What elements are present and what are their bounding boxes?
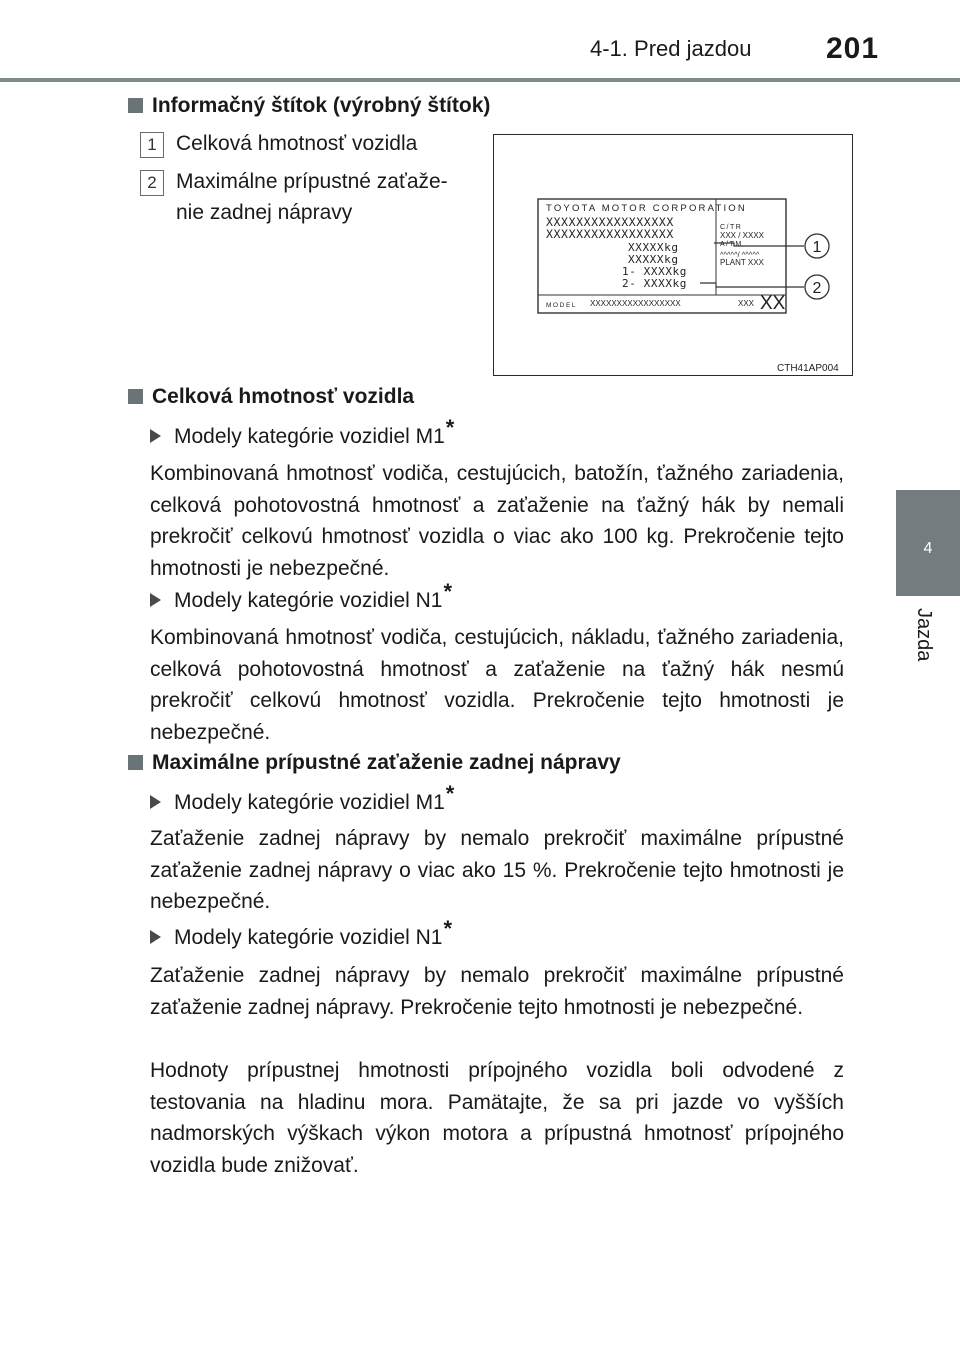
subheading-n1-axle [150, 916, 453, 950]
plate-axle-2: 2- XXXXkg [622, 277, 688, 290]
plate-model-big: XX [760, 293, 786, 314]
callout-number-badge: 1 [140, 132, 164, 158]
paragraph-m1-axle: Zaťaženie zadnej nápravy by nemalo prekročiť maximálne prípustné zaťaženie zadnej nápravy o viac ako 15 %. Prekročenie tejto hmotnosti je nebezpečné. [150, 827, 844, 913]
info-label-illustration [494, 135, 852, 375]
plate-plant: PLANT XXX [720, 258, 764, 267]
section-title: 4-1. Pred jazdou [590, 36, 752, 61]
subheading-text: Modely kategórie vozidiel N1 [174, 926, 443, 949]
asterisk-note: * [445, 415, 455, 440]
plate-vin-2: XXXXXXXXXXXXXXXXX [546, 227, 674, 241]
legend-item-1 [140, 132, 164, 158]
plate-vin-1: XXXXXXXXXXXXXXXXX [546, 215, 674, 229]
page-number: 201 [826, 32, 880, 65]
chapter-label: Jazda [913, 608, 935, 662]
heading-text: Maximálne prípustné zaťaženie zadnej nápravy [152, 751, 621, 774]
info-label-figure [493, 134, 853, 376]
asterisk-note: * [445, 781, 455, 806]
subheading-text: Modely kategórie vozidiel M1 [174, 791, 445, 814]
plate-weight-1: XXXXXkg [628, 241, 679, 254]
callout-number-2: 2 [812, 280, 822, 297]
plate-model-label: MODEL [546, 302, 578, 309]
asterisk-note: * [443, 579, 453, 604]
paragraph-trailer-note: Hodnoty prípustnej hmotnosti prípojného vozidla boli odvodené z testovania na hladinu mora. Pamätajte, že sa pri jazde vo vyšších nadmorských výškach výkon motora a prípustná hmotnosť prípojného vozidla bude znižovať. [150, 1059, 844, 1177]
heading-rear-axle [128, 751, 621, 775]
triangle-bullet-icon [150, 429, 161, 443]
legend-item-2 [140, 170, 164, 196]
heading-text: Celková hmotnosť vozidla [152, 385, 415, 408]
subheading-m1 [150, 415, 455, 449]
plate-manufacturer: TOYOTA MOTOR CORPORATION [546, 203, 747, 214]
square-bullet-icon [128, 389, 143, 404]
paragraph-m1-total: Kombinovaná hmotnosť vodiča, cestujúcich, batožín, ťažného zariadenia, celková pohotovostná hmotnosť a zaťaženie na ťažný hák by nemali prekročiť celkovú hmotnosť vozidla o viac ako 100 kg. Prekročenie tejto hmotnosti je nebezpečné. [150, 462, 844, 580]
heading-info-label [128, 94, 490, 118]
legend-text-1: Celková hmotnosť vozidla [176, 132, 418, 155]
plate-weight-2: XXXXXkg [628, 253, 679, 266]
triangle-bullet-icon [150, 795, 161, 809]
plate-ctr-label: C/TR [720, 224, 743, 231]
asterisk-note: * [443, 916, 453, 941]
legend-text-2a: Maximálne prípustné zaťaže- [176, 170, 448, 193]
plate-code: ^^^^^/ ^^^^^ [720, 250, 760, 259]
square-bullet-icon [128, 98, 143, 113]
subheading-m1-axle [150, 781, 455, 815]
plate-ctr-value: XXX / XXXX [720, 231, 765, 240]
triangle-bullet-icon [150, 593, 161, 607]
plate-model-small: XXX [738, 299, 755, 308]
triangle-bullet-icon [150, 930, 161, 944]
plate-atm-label: A/TM [720, 241, 743, 248]
plate-axle-1: 1- XXXXkg [622, 265, 688, 278]
subheading-n1 [150, 579, 453, 613]
square-bullet-icon [128, 755, 143, 770]
figure-code: CTH41AP004 [777, 363, 839, 374]
heading-total-weight [128, 385, 414, 409]
chapter-number: 4 [923, 540, 933, 557]
heading-text: Informačný štítok (výrobný štítok) [152, 94, 491, 117]
header-divider [0, 78, 960, 82]
legend-text-2b: nie zadnej nápravy [176, 201, 353, 224]
callout-number-badge: 2 [140, 170, 164, 196]
subheading-text: Modely kategórie vozidiel N1 [174, 589, 443, 612]
paragraph-n1-axle: Zaťaženie zadnej nápravy by nemalo prekročiť maximálne prípustné zaťaženie zadnej nápravy. Prekročenie tejto hmotnosti je nebezpečné. [150, 964, 844, 1019]
paragraph-n1-total: Kombinovaná hmotnosť vodiča, cestujúcich, nákladu, ťažného zariadenia, celková pohotovostná hmotnosť a zaťaženie na ťažný hák nesmú prekročiť celkovú hmotnosť vozidla. Prekročenie tejto hmotnosti je nebezpečné. [150, 626, 844, 744]
plate-model-value: XXXXXXXXXXXXXXXXX [590, 299, 681, 308]
subheading-text: Modely kategórie vozidiel M1 [174, 425, 445, 448]
callout-number-1: 1 [812, 239, 822, 256]
